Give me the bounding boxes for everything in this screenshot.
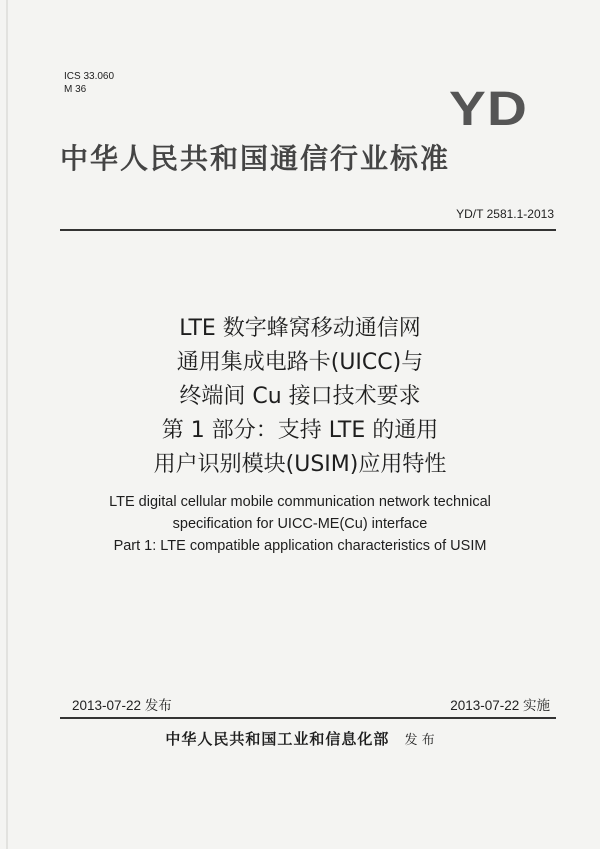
classification-codes: [64, 70, 114, 96]
publisher-organization: 中华人民共和国工业和信息化部: [165, 730, 390, 748]
chinese-title-line-1: LTE 数字蜂窝移动通信网: [179, 316, 421, 341]
ccs-code: M 36: [64, 84, 87, 95]
implementation-date: 2013-07-22 实施: [450, 698, 550, 713]
english-title-line-2: specification for UICC-ME(Cu) interface: [172, 516, 428, 532]
top-divider: [60, 229, 556, 231]
ics-code: ICS 33.060: [64, 71, 115, 82]
standard-category-title: 中华人民共和国通信行业标准: [60, 142, 451, 175]
publisher-line: [0, 728, 600, 749]
chinese-title: [0, 312, 600, 482]
chinese-title-line-5: 用户识别模块(USIM)应用特性: [153, 452, 447, 477]
chinese-title-line-3: 终端间 Cu 接口技术要求: [179, 384, 421, 409]
chinese-title-line-2: 通用集成电路卡(UICC)与: [176, 350, 424, 375]
yd-logo: YD: [449, 83, 528, 136]
release-date: 2013-07-22 发布: [72, 698, 172, 713]
english-title-line-3: Part 1: LTE compatible application characteristics of USIM: [113, 538, 487, 554]
chinese-title-line-4: 第 1 部分：支持 LTE 的通用: [161, 418, 439, 443]
english-title: [0, 491, 600, 557]
standard-number: YD/T 2581.1-2013: [456, 207, 554, 221]
publisher-action: 发 布: [404, 733, 435, 748]
bottom-divider: [60, 717, 556, 719]
english-title-line-1: LTE digital cellular mobile communication network technical: [109, 494, 491, 510]
